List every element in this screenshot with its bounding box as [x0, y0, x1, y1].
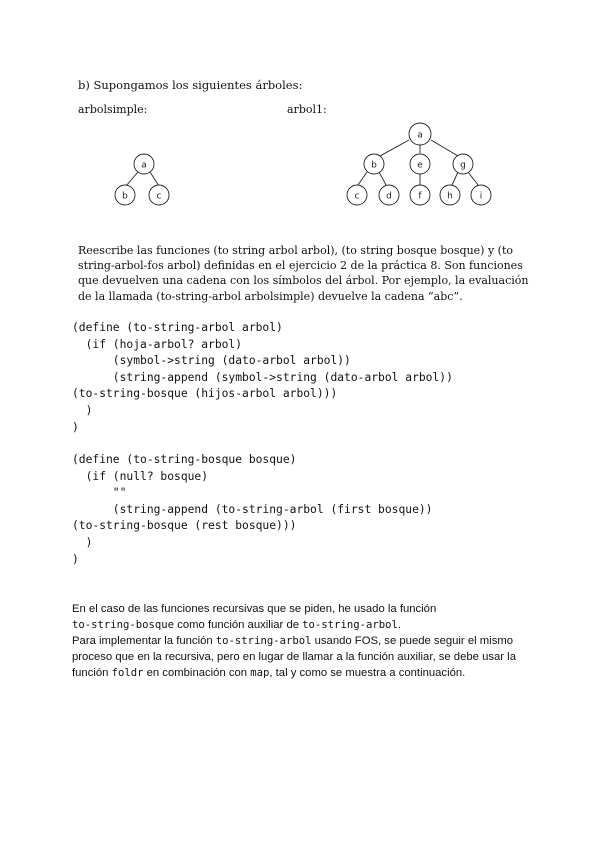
inline-code-map: map: [250, 667, 270, 679]
statement-line: que devuelven una cadena con los símbolos del árbol. Por ejemplo, la evaluación: [78, 274, 529, 288]
node-label-c1: c: [354, 191, 360, 202]
note-text: función: [72, 667, 112, 679]
code-block-to-string-arbol: [72, 320, 453, 436]
code-line: (if (hoja-arbol? arbol): [72, 337, 243, 351]
note-text: Para implementar la función: [72, 635, 216, 647]
code-line: (define (to-string-bosque bosque): [72, 453, 297, 466]
edge-a-b: [126, 172, 138, 186]
edge-a-b1: [380, 140, 409, 156]
note-text: .: [397, 619, 401, 631]
node-label-g: g: [460, 160, 466, 171]
edge-b-c1: [358, 172, 367, 185]
answer-note: [72, 601, 516, 681]
code-line: (to-string-bosque (rest bosque))): [72, 519, 297, 533]
node-label-b: b: [122, 191, 128, 202]
note-text: como función auxiliar de: [174, 619, 303, 631]
statement-line: Reescribe las funciones (to string arbol arbol), (to string bosque bosque) y (to: [78, 244, 514, 257]
code-line: ): [72, 535, 93, 549]
node-label-h: h: [447, 191, 453, 202]
edge-b-d: [379, 172, 386, 185]
code-line: "": [72, 486, 127, 500]
node-label-e: e: [417, 160, 423, 171]
code-block-to-string-bosque: [72, 452, 432, 568]
code-line: ): [72, 420, 79, 434]
note-line-2: [72, 617, 516, 633]
code-line: (define (to-string-arbol arbol): [72, 321, 283, 334]
note-line-4: [72, 649, 516, 665]
inline-code-to-string-arbol: to-string-arbol: [215, 635, 312, 647]
note-text: en combinación con: [143, 667, 251, 679]
exercise-statement: [78, 243, 529, 304]
edge-g-h: [452, 172, 458, 185]
code-line: ): [72, 403, 93, 417]
label-arbolsimple: arbolsimple:: [78, 103, 148, 116]
inline-code-to-string-bosque: to-string-bosque: [72, 619, 175, 631]
note-text: usando FOS, se puede seguir el mismo: [311, 635, 514, 647]
note-text: proceso que en la recursiva, pero en lugar de llamar a la función auxiliar, se debe usar la: [72, 651, 516, 663]
exercise-heading: b) Supongamos los siguientes árboles:: [78, 78, 303, 92]
note-line-3: [72, 633, 516, 649]
edge-a-c: [150, 172, 159, 186]
note-text: En el caso de las funciones recursivas que se piden, he usado la función: [72, 603, 437, 615]
code-line: (symbol->string (dato-arbol arbol)): [72, 354, 351, 368]
note-line-1: [72, 601, 516, 617]
label-arbol1: arbol1:: [287, 103, 327, 116]
node-label-a: a: [141, 160, 147, 171]
code-line: ): [72, 552, 79, 566]
node-label-b1: b: [371, 160, 377, 171]
code-line: (if (null? bosque): [72, 469, 209, 483]
node-label-f: f: [418, 191, 422, 202]
node-label-d: d: [386, 191, 392, 202]
edge-a-g: [431, 140, 458, 156]
inline-code-to-string-arbol: to-string-arbol: [302, 619, 398, 631]
node-label-i: i: [479, 191, 483, 202]
statement-line: string-arbol-fos arbol) definidas en el ejercicio 2 de la práctica 8. Son funciones: [78, 259, 523, 273]
node-label-a1: a: [417, 130, 423, 141]
edge-g-i: [468, 172, 478, 185]
inline-code-foldr: foldr: [111, 667, 144, 679]
tree-arbolsimple-diagram: [0, 0, 600, 230]
node-label-c: c: [156, 191, 162, 202]
code-line: (to-string-bosque (hijos-arbol arbol))): [72, 387, 338, 401]
statement-line: de la llamada (to-string-arbol arbolsimple) devuelve la cadena “abc”.: [78, 289, 463, 303]
code-line: (string-append (symbol->string (dato-arbol arbol)): [72, 370, 453, 384]
code-line: (string-append (to-string-arbol (first bosque)): [72, 502, 433, 516]
note-text: , tal y como se muestra a continuación.: [269, 667, 466, 679]
note-line-5: [72, 665, 516, 681]
